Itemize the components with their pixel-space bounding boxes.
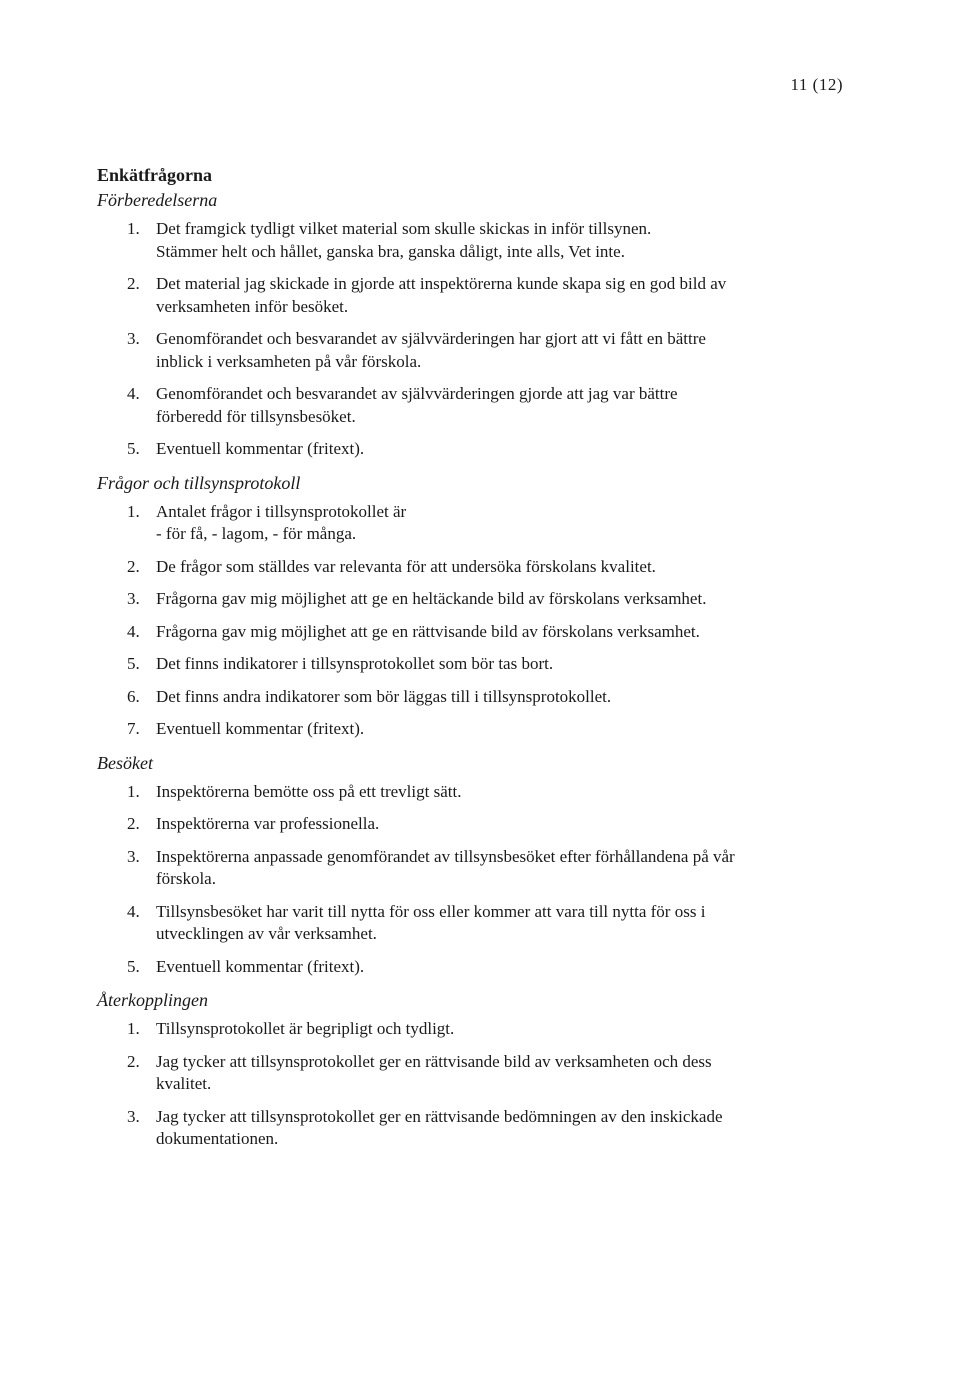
question-number: 1. bbox=[127, 219, 140, 238]
question-text: Jag tycker att tillsynsprotokollet ger en rättvisande bedömningen av den inskickade dokumentationen. bbox=[156, 1106, 723, 1148]
question-number: 3. bbox=[127, 846, 140, 866]
question-item bbox=[97, 273, 837, 318]
question-list-forberedelserna bbox=[97, 218, 837, 461]
question-number: 6. bbox=[127, 686, 140, 706]
question-item bbox=[97, 501, 837, 546]
question-item bbox=[97, 686, 837, 709]
question-text: Det finns indikatorer i tillsynsprotokollet som bör tas bort. bbox=[156, 654, 554, 673]
question-number: 2. bbox=[127, 814, 140, 833]
question-text: Frågorna gav mig möjlighet att ge en rättvisande bild av förskolans verksamhet. bbox=[156, 621, 700, 641]
question-list-aterkopplingen bbox=[97, 1018, 837, 1151]
question-item bbox=[97, 781, 837, 804]
question-number: 5. bbox=[127, 439, 140, 458]
question-number: 5. bbox=[127, 956, 140, 976]
document-content bbox=[97, 163, 837, 1161]
document-title: Enkätfrågorna bbox=[97, 165, 213, 185]
question-text: Inspektörerna bemötte oss på ett trevligt sätt. bbox=[156, 781, 462, 801]
question-number: 4. bbox=[127, 621, 140, 641]
question-item bbox=[97, 328, 837, 373]
question-text: Jag tycker att tillsynsprotokollet ger en rättvisande bild av verksamheten och dess kvalitet. bbox=[156, 1051, 712, 1093]
question-item bbox=[97, 653, 837, 676]
question-text: Det finns andra indikatorer som bör läggas till i tillsynsprotokollet. bbox=[156, 686, 612, 706]
question-text: Eventuell kommentar (fritext). bbox=[156, 956, 365, 976]
question-text: Genomförandet och besvarandet av självvärderingen har gjort att vi fått en bättre inblick i verksamheten på vår förskola. bbox=[156, 329, 706, 371]
question-number: 4. bbox=[127, 384, 140, 403]
section-heading-besoket: Besöket bbox=[97, 752, 153, 773]
question-number: 5. bbox=[127, 654, 140, 673]
question-text: Inspektörerna var professionella. bbox=[156, 814, 380, 833]
question-item bbox=[97, 383, 837, 428]
question-number: 1. bbox=[127, 781, 140, 801]
question-text: Antalet frågor i tillsynsprotokollet är - för få, - lagom, - för många. bbox=[156, 501, 407, 543]
question-item bbox=[97, 1106, 837, 1151]
question-item bbox=[97, 718, 837, 741]
question-number: 1. bbox=[127, 1019, 140, 1038]
section-heading-aterkopplingen: Återkopplingen bbox=[97, 990, 208, 1010]
question-text: Tillsynsprotokollet är begripligt och tydligt. bbox=[156, 1019, 455, 1038]
question-text: Genomförandet och besvarandet av självvärderingen gjorde att jag var bättre förberedd för tillsynsbesöket. bbox=[156, 384, 678, 426]
question-item bbox=[97, 621, 837, 644]
question-item bbox=[97, 901, 837, 946]
question-text: Eventuell kommentar (fritext). bbox=[156, 439, 365, 458]
question-number: 3. bbox=[127, 1106, 140, 1126]
question-item bbox=[97, 218, 837, 263]
question-number: 7. bbox=[127, 719, 140, 738]
question-list-fragor bbox=[97, 501, 837, 741]
question-text: Eventuell kommentar (fritext). bbox=[156, 719, 365, 738]
section-heading-forberedelserna: Förberedelserna bbox=[97, 190, 218, 210]
question-number: 3. bbox=[127, 329, 140, 348]
question-item bbox=[97, 588, 837, 611]
page-number: 11 (12) bbox=[790, 75, 843, 94]
question-item bbox=[97, 556, 837, 579]
question-number: 4. bbox=[127, 901, 140, 921]
question-number: 2. bbox=[127, 556, 140, 576]
question-text: Tillsynsbesöket har varit till nytta för oss eller kommer att vara till nytta för oss i utvecklingen av vår verksamhet. bbox=[156, 901, 706, 943]
question-list-besoket bbox=[97, 781, 837, 979]
question-number: 2. bbox=[127, 274, 140, 293]
question-item bbox=[97, 846, 837, 891]
question-number: 2. bbox=[127, 1051, 140, 1071]
question-number: 3. bbox=[127, 589, 140, 608]
question-item bbox=[97, 813, 837, 836]
question-text: Det material jag skickade in gjorde att inspektörerna kunde skapa sig en god bild av verksamheten inför besöket. bbox=[156, 274, 727, 316]
question-item bbox=[97, 438, 837, 461]
question-number: 1. bbox=[127, 501, 140, 521]
question-text: Frågorna gav mig möjlighet att ge en heltäckande bild av förskolans verksamhet. bbox=[156, 589, 707, 608]
section-heading-fragor-och-tillsynsprotokoll: Frågor och tillsynsprotokoll bbox=[97, 472, 301, 493]
question-text: Inspektörerna anpassade genomförandet av tillsynsbesöket efter förhållandena på vår förskola. bbox=[156, 846, 735, 888]
question-item bbox=[97, 1051, 837, 1096]
question-text: De frågor som ställdes var relevanta för att undersöka förskolans kvalitet. bbox=[156, 556, 656, 576]
question-text: Det framgick tydligt vilket material som skulle skickas in inför tillsynen. Stämmer helt och hållet, ganska bra, ganska dåligt, inte alls, Vet inte. bbox=[156, 219, 652, 261]
question-item bbox=[97, 1018, 837, 1041]
question-item bbox=[97, 956, 837, 979]
